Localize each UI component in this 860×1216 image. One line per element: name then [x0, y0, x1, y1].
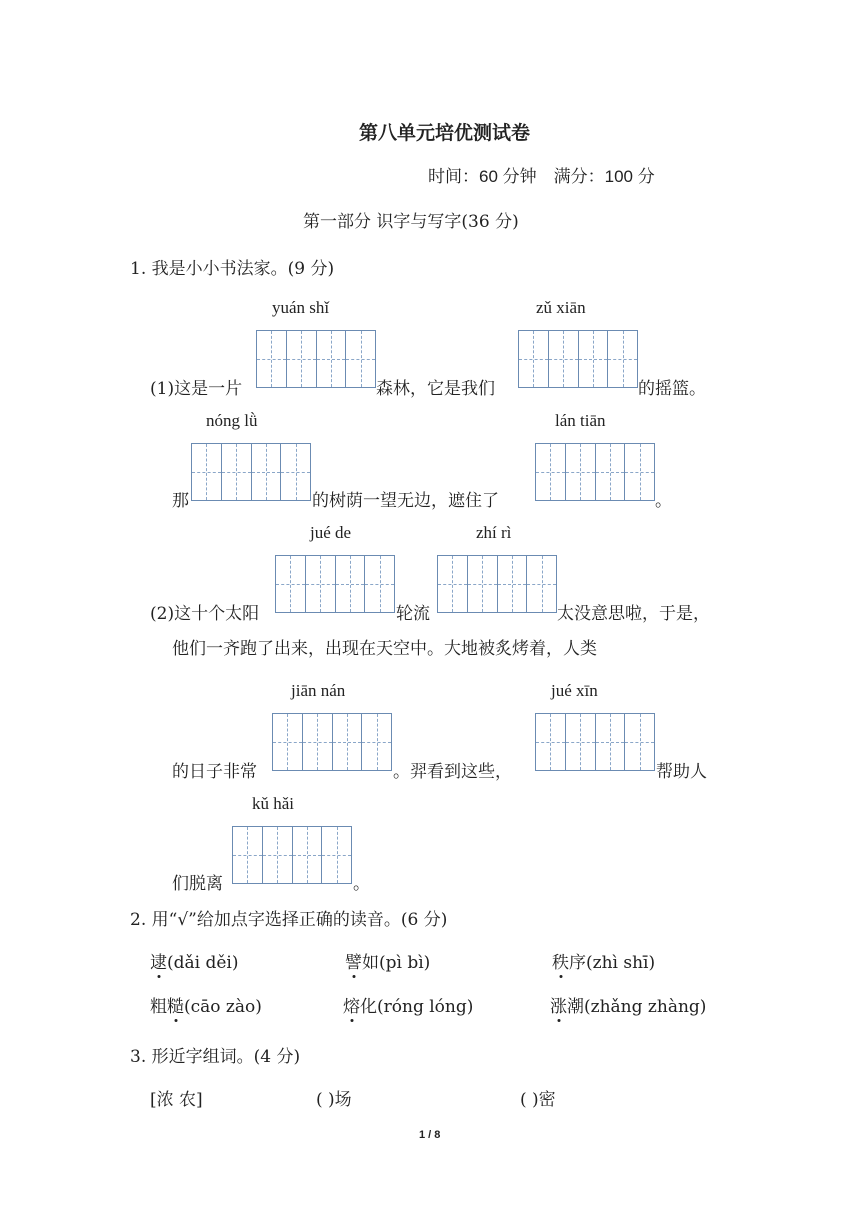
writing-grid[interactable]: [272, 713, 392, 771]
choice-options: (cāo zào): [184, 997, 262, 1017]
pinyin-kuhai: kǔ hǎi: [252, 794, 295, 813]
sentence-text: 们脱离: [172, 874, 223, 894]
dotted-char: 涨: [550, 992, 567, 1017]
writing-grid[interactable]: [535, 713, 655, 771]
part-heading: 第一部分 识字与写字(36 分): [303, 212, 519, 232]
reading-choice-item[interactable]: [150, 948, 239, 973]
char-rest: 化: [360, 997, 377, 1017]
dotted-char: 逮: [150, 948, 167, 973]
time-info: 时间：60 分钟 满分：100 分: [428, 167, 655, 186]
writing-grid[interactable]: [535, 443, 655, 501]
reading-choice-item[interactable]: [550, 992, 706, 1017]
sentence-text: (1)这是一片: [150, 379, 243, 399]
reading-choice-item[interactable]: [345, 948, 430, 973]
writing-grid[interactable]: [191, 443, 311, 501]
question-2-heading: 2. 用“√”给加点字选择正确的读音。(6 分): [130, 910, 448, 930]
dotted-char: 糙: [167, 992, 184, 1017]
writing-grid[interactable]: [232, 826, 352, 884]
page-number: 1 / 8: [419, 1129, 441, 1141]
sentence-text: 帮助人: [656, 762, 707, 782]
char-rest: 潮: [567, 997, 584, 1017]
page-title: 第八单元培优测试卷: [359, 123, 531, 144]
sentence-text: 那: [172, 491, 189, 511]
dotted-char: 秩: [552, 948, 569, 973]
sentence-text: 。羿看到这些，: [393, 762, 512, 782]
dotted-char: 熔: [343, 992, 360, 1017]
sentence-text: 森林，它是我们: [376, 379, 495, 399]
pinyin-nonglv: nóng lǜ: [206, 411, 258, 430]
sentence-text: 轮流: [396, 604, 430, 624]
choice-options: (dǎi děi): [167, 953, 239, 973]
pinyin-juede: jué de: [310, 523, 352, 542]
writing-grid[interactable]: [275, 555, 395, 613]
char-rest: 序: [569, 953, 586, 973]
writing-grid[interactable]: [437, 555, 557, 613]
pinyin-juexin: jué xīn: [551, 681, 598, 700]
reading-choice-item[interactable]: [552, 948, 655, 973]
question-1-heading: 1. 我是小小书法家。(9 分): [130, 259, 335, 279]
dotted-char: 譬: [345, 948, 362, 973]
sentence-text: 的摇篮。: [638, 379, 706, 399]
sentence-text: 他们一齐跑了出来，出现在天空中。大地被炙烤着，人类: [172, 639, 597, 659]
sentence-text: 。: [353, 874, 370, 894]
sentence-text: 。: [655, 491, 672, 511]
char-group: [浓 农]: [150, 1090, 203, 1110]
sentence-text: 的树荫一望无边，遮住了: [312, 491, 499, 511]
choice-options: (pì bì): [379, 953, 431, 973]
writing-grid[interactable]: [518, 330, 638, 388]
pinyin-zhiri: zhí rì: [476, 523, 512, 542]
reading-choice-item[interactable]: [343, 992, 473, 1017]
sentence-text: (2)这十个太阳: [150, 604, 260, 624]
char-pre: 粗: [150, 997, 167, 1017]
sentence-text: 太没意思啦，于是，: [557, 604, 710, 624]
char-rest: 如: [362, 953, 379, 973]
reading-choice-item[interactable]: [150, 992, 262, 1017]
choice-options: (zhì shī): [586, 953, 656, 973]
sentence-text: 的日子非常: [172, 762, 257, 782]
pinyin-zuxian: zǔ xiān: [536, 298, 586, 317]
writing-grid[interactable]: [256, 330, 376, 388]
question-3-heading: 3. 形近字组词。(4 分): [130, 1047, 301, 1067]
pinyin-yuanshi: yuán shǐ: [272, 298, 330, 317]
choice-options: (róng lóng): [377, 997, 474, 1017]
pinyin-jiannan: jiān nán: [291, 681, 346, 700]
pinyin-lantian: lán tiān: [555, 411, 606, 430]
answer-blank[interactable]: ( )密: [520, 1090, 556, 1110]
answer-blank[interactable]: ( )场: [316, 1090, 352, 1110]
choice-options: (zhǎng zhàng): [584, 997, 707, 1017]
